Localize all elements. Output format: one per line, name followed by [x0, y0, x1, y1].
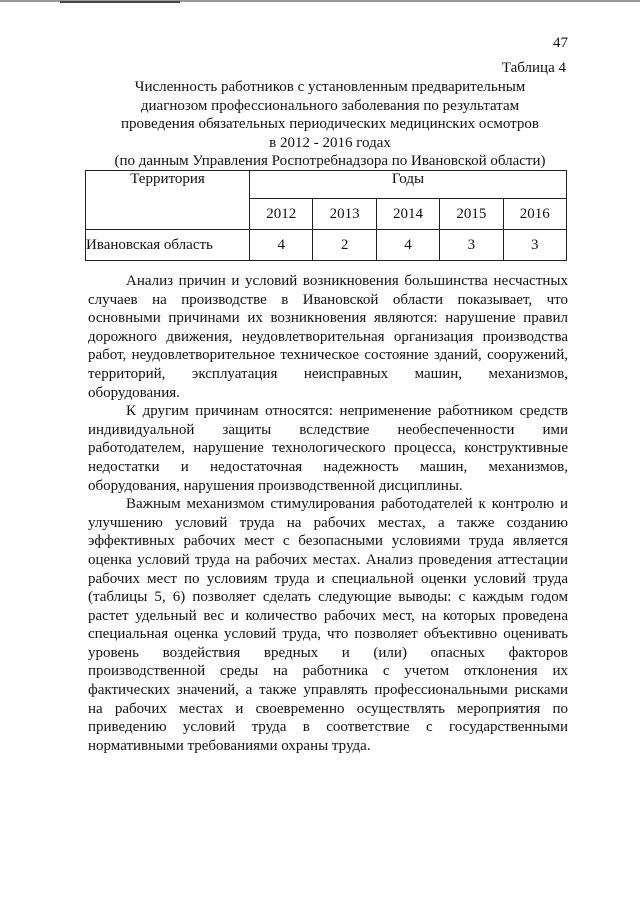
year-header-2016: 2016: [503, 199, 566, 230]
value-cell-2012: 4: [250, 230, 313, 261]
years-header: Годы: [250, 171, 567, 199]
paragraph: Важным механизмом стимулирования работодателей к контролю и улучшению условий труда на рабочих местах, а также созданию эффективных рабочих мест с безопасными условиями труда является оценка условий труда на рабочих местах. Анализ проведения аттестации рабочих мест по условиям труда и специальной оценки условий труда (таблицы 5, 6) позволяет сделать следующие выводы: с каждым годом растет удельный вес и количество рабочих мест, на которых проведена специальная оценка условий труда, что позволяет объективно оценивать уровень воздействия вредных и (или) опасных факторов производственной среды на работника с учетом отклонения их фактических значений, а также управлять профессиональными рисками на рабочих местах и своевременно осуществлять мероприятия по приведению условий труда в соответствие с государственными нормативными требованиями охраны труда.: [88, 496, 568, 754]
table-row: [86, 230, 567, 261]
scan-edge-mark: [60, 1, 180, 3]
table-label: Таблица 4: [501, 60, 566, 76]
year-header-2012: 2012: [250, 199, 313, 230]
title-line: проведения обязательных периодических медицинских осмотров: [120, 116, 540, 133]
value-cell-2015: 3: [440, 230, 503, 261]
value-cell-2016: 3: [503, 230, 566, 261]
table-title: [90, 78, 570, 171]
territory-header: Территория: [86, 171, 250, 230]
year-header-2014: 2014: [376, 199, 439, 230]
year-header-2015: 2015: [440, 199, 503, 230]
paragraph: Анализ причин и условий возникновения большинства несчастных случаев на производстве в Ивановской области показывает, что основными причинами их возникновения являются: нарушение правил дорожного движения, неудовлетворительная организация производства работ, неудовлетворительное техническое состояние зданий, сооружений, территорий, эксплуатация неисправных машин, механизмов, оборудования.: [88, 273, 568, 401]
page-number: 47: [553, 35, 568, 51]
body-text: [88, 272, 568, 755]
paragraph: К другим причинам относятся: неприменение работником средств индивидуальной защиты вследствие необеспеченности ими работодателем, нарушение технологического процесса, конструктивные недостатки и недостаточная надежность машин, механизмов, оборудования, нарушения производственной дисциплины.: [88, 403, 568, 494]
title-line: в 2012 - 2016 годах: [269, 134, 391, 151]
year-header-2013: 2013: [313, 199, 376, 230]
title-line: диагнозом профессионального заболевания по результатам: [140, 97, 520, 114]
header-row: [86, 171, 567, 199]
region-cell: Ивановская область: [86, 230, 250, 261]
value-cell-2014: 4: [376, 230, 439, 261]
title-line: (по данным Управления Роспотребнадзора по Ивановской области): [114, 153, 546, 170]
value-cell-2013: 2: [313, 230, 376, 261]
workers-diagnosis-table: [85, 170, 567, 261]
title-line: Численность работников с установленным предварительным: [134, 79, 526, 95]
